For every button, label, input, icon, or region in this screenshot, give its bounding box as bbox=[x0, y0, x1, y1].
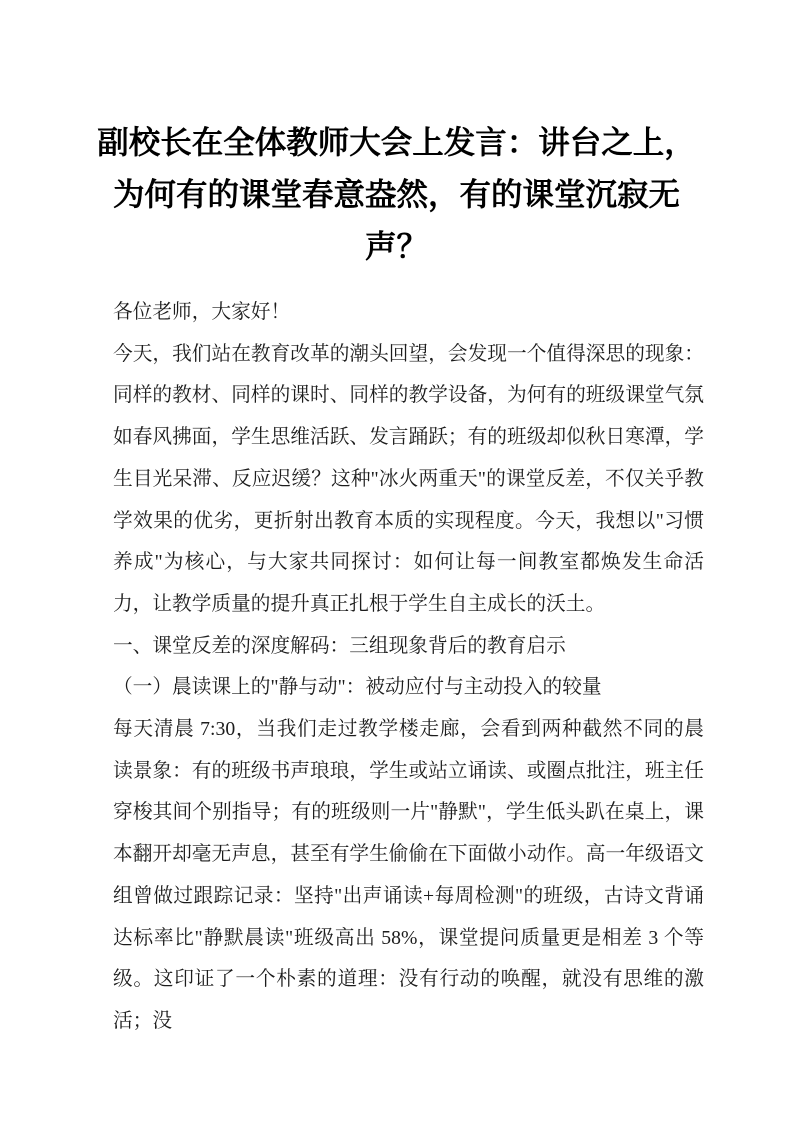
document-body bbox=[113, 292, 704, 1043]
paragraph-morning-reading: 每天清晨 7:30，当我们走过教学楼走廊，会看到两种截然不同的晨读景象：有的班级书声琅琅，学生或站立诵读、或圈点批注，班主任穿梭其间个别指导；有的班级则一片"静默"，学生低头趴在桌上，课本翻开却毫无声息，甚至有学生偷偷在下面做小动作。高一年级语文组曾做过跟踪记录：坚持"出声诵读+每周检测"的班级，古诗文背诵达标率比"静默晨读"班级高出 58%，课堂提问质量更是相差 3 个等级。这印证了一个朴素的道理：没有行动的唤醒，就没有思维的激活；没 bbox=[113, 718, 704, 1032]
section-heading-one: 一、课堂反差的深度解码：三组现象背后的教育启示 bbox=[113, 634, 566, 657]
subsection-heading-one-one: （一）晨读课上的"静与动"：被动应付与主动投入的较量 bbox=[113, 676, 602, 699]
document-title: 副校长在全体教师大会上发言：讲台之上，为何有的课堂春意盎然，有的课堂沉寂无声？ bbox=[97, 124, 696, 264]
paragraph-greeting: 各位老师，大家好！ bbox=[113, 301, 291, 323]
paragraph-intro: 今天，我们站在教育改革的潮头回望，会发现一个值得深思的现象：同样的教材、同样的课时、同样的教学设备，为何有的班级课堂气氛如春风拂面，学生思维活跃、发言踊跃；有的班级却似秋日寒潭，学生目光呆滞、反应迟缓？这种"冰火两重天"的课堂反差，不仅关乎教学效果的优劣，更折射出教育本质的实现程度。今天，我想以"习惯养成"为核心，与大家共同探讨：如何让每一间教室都焕发生命活力，让教学质量的提升真正扎根于学生自主成长的沃土。 bbox=[113, 342, 704, 615]
